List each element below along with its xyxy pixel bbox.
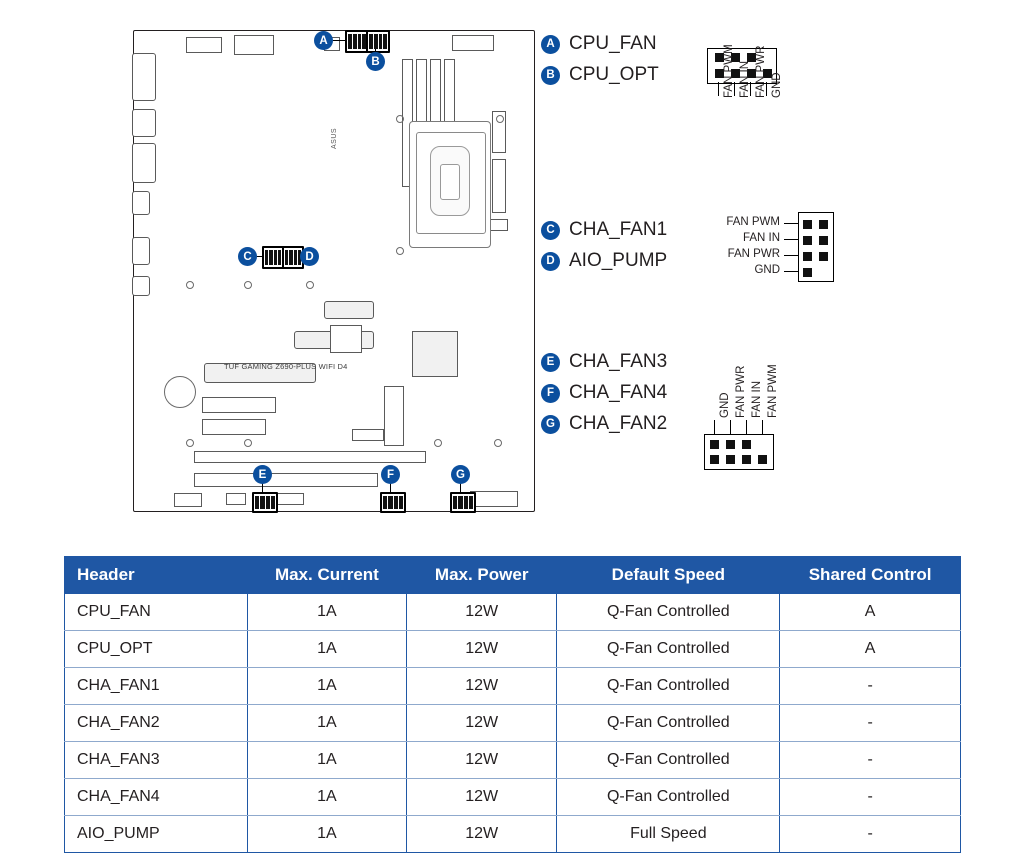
- legend-group-cha-fans: [541, 351, 667, 444]
- col-header-default-speed: Default Speed: [557, 557, 780, 594]
- legend-item-aio-pump: [541, 250, 667, 272]
- leader-line-g: [460, 483, 461, 493]
- cell-max-current: 1A: [247, 668, 406, 705]
- cmos-battery: [164, 376, 196, 408]
- legend-bubble-c: C: [541, 221, 560, 240]
- mount-hole-1: [396, 115, 404, 123]
- pinout-cha-fan1-col-left: [803, 220, 812, 277]
- internal-header-1: [202, 397, 276, 413]
- pin-label-cpu-fan-pwm: FAN PWM: [723, 44, 735, 98]
- pin-label-cha234-gnd: GND: [719, 392, 731, 418]
- pcie-slot-2: [194, 473, 378, 487]
- callout-bubble-c: C: [238, 247, 257, 266]
- table-row: [65, 668, 961, 705]
- rear-io-port-4: [132, 237, 150, 265]
- callout-bubble-g: G: [451, 465, 470, 484]
- sata-port-block: [384, 386, 404, 446]
- cell-default-speed: Q-Fan Controlled: [557, 631, 780, 668]
- cell-header: CHA_FAN3: [65, 742, 248, 779]
- cell-max-power: 12W: [406, 816, 557, 853]
- table-header-row: [65, 557, 961, 594]
- pinout-cha-fan1-connector: [798, 212, 834, 282]
- pin-label-cpu-fan-gnd: GND: [771, 72, 783, 98]
- legend-bubble-g: G: [541, 415, 560, 434]
- chipset-heatsink: [412, 331, 458, 377]
- rear-io-port-3: [132, 191, 150, 215]
- rear-io-port-1: [132, 109, 156, 137]
- mount-hole-6: [306, 281, 314, 289]
- right-edge-header-1: [492, 159, 506, 213]
- bottom-header-2: [274, 493, 304, 505]
- pinout-cha-fan1-col-right: [819, 220, 828, 261]
- leader-line-c: [256, 256, 263, 257]
- mount-hole-5: [244, 281, 252, 289]
- legend-item-cha-fan3: [541, 351, 667, 373]
- cell-max-power: 12W: [406, 742, 557, 779]
- m2-heatsink-1: [324, 301, 374, 319]
- legend-bubble-d: D: [541, 252, 560, 271]
- legend-item-cha-fan2: [541, 413, 667, 435]
- table-row: [65, 705, 961, 742]
- right-edge-header-2: [490, 219, 508, 231]
- callout-bubble-d: D: [300, 247, 319, 266]
- rear-io-port-5: [132, 276, 150, 296]
- pin-label-cha1-pwm: FAN PWM: [726, 216, 780, 228]
- cell-header: AIO_PUMP: [65, 816, 248, 853]
- table-row: [65, 816, 961, 853]
- cell-shared-control: A: [780, 594, 961, 631]
- rear-io-shield: [132, 53, 156, 101]
- mount-hole-7: [186, 439, 194, 447]
- cell-shared-control: -: [780, 816, 961, 853]
- cell-default-speed: Full Speed: [557, 816, 780, 853]
- legend-bubble-e: E: [541, 353, 560, 372]
- legend-item-cha-fan4: [541, 382, 667, 404]
- table-row: [65, 631, 961, 668]
- col-header-shared-control: Shared Control: [780, 557, 961, 594]
- cell-max-current: 1A: [247, 779, 406, 816]
- cell-header: CHA_FAN4: [65, 779, 248, 816]
- top-header-1: [186, 37, 222, 53]
- cell-max-power: 12W: [406, 631, 557, 668]
- mount-hole-10: [494, 439, 502, 447]
- cell-default-speed: Q-Fan Controlled: [557, 742, 780, 779]
- board-header-cha-fan4: [380, 492, 406, 513]
- cell-default-speed: Q-Fan Controlled: [557, 594, 780, 631]
- bottom-header-1: [226, 493, 246, 505]
- pcie-slot-1: [194, 451, 426, 463]
- cell-max-current: 1A: [247, 594, 406, 631]
- col-header-max-power: Max. Power: [406, 557, 557, 594]
- callout-bubble-f: F: [381, 465, 400, 484]
- cell-shared-control: -: [780, 742, 961, 779]
- legend-bubble-a: A: [541, 35, 560, 54]
- cell-max-current: 1A: [247, 742, 406, 779]
- callout-bubble-b: B: [366, 52, 385, 71]
- pinout-cha234-row-bottom: [710, 455, 767, 464]
- internal-header-2: [202, 419, 266, 435]
- legend-bubble-f: F: [541, 384, 560, 403]
- cell-max-current: 1A: [247, 816, 406, 853]
- leader-line-a: [333, 40, 345, 41]
- fan-header-spec-table: [64, 556, 961, 853]
- table-row: [65, 594, 961, 631]
- mount-hole-2: [496, 115, 504, 123]
- col-header-header: Header: [65, 557, 248, 594]
- mount-hole-8: [244, 439, 252, 447]
- pcie-slot-3: [352, 429, 384, 441]
- cell-default-speed: Q-Fan Controlled: [557, 705, 780, 742]
- cpu-die-pad: [440, 164, 460, 200]
- pinout-cha234-connector: [704, 434, 774, 470]
- cell-header: CHA_FAN1: [65, 668, 248, 705]
- mount-hole-9: [434, 439, 442, 447]
- cell-default-speed: Q-Fan Controlled: [557, 779, 780, 816]
- pin-label-cpu-fan-in: FAN IN: [739, 60, 751, 98]
- cpu-socket: [409, 121, 491, 248]
- pin-label-cha234-in: FAN IN: [751, 380, 763, 418]
- legend-label-cha-fan1: CHA_FAN1: [569, 219, 668, 240]
- front-panel-audio-header: [174, 493, 202, 507]
- table-row: [65, 779, 961, 816]
- cell-shared-control: -: [780, 779, 961, 816]
- pin-label-cha1-gnd: GND: [754, 264, 780, 276]
- board-model-label: TUF GAMING Z690-PLUS WIFI D4: [224, 362, 348, 371]
- pin-label-cha234-pwr: FAN PWR: [735, 365, 747, 418]
- pin-label-cha1-pwr: FAN PWR: [727, 248, 780, 260]
- cell-default-speed: Q-Fan Controlled: [557, 668, 780, 705]
- board-header-cha-fan2: [450, 492, 476, 513]
- callout-bubble-e: E: [253, 465, 272, 484]
- legend-group-cha1-aio: [541, 219, 667, 281]
- mount-hole-3: [396, 247, 404, 255]
- rear-io-port-2: [132, 143, 156, 183]
- atx-12v-connector: [234, 35, 274, 55]
- legend-item-cpu-fan: [541, 33, 659, 55]
- motherboard-outline: [133, 30, 535, 512]
- cell-max-power: 12W: [406, 705, 557, 742]
- pinout-cha234-row-top: [710, 440, 751, 449]
- pin-label-cpu-fan-pwr: FAN PWR: [755, 45, 767, 98]
- cell-max-power: 12W: [406, 668, 557, 705]
- cell-max-current: 1A: [247, 631, 406, 668]
- chipset-heatsink-notch: [330, 325, 362, 353]
- cell-max-current: 1A: [247, 705, 406, 742]
- board-header-cha-fan1: [262, 246, 284, 269]
- cell-shared-control: -: [780, 705, 961, 742]
- cell-shared-control: A: [780, 631, 961, 668]
- pin-label-cha1-in: FAN IN: [742, 232, 780, 244]
- leader-line-e: [262, 483, 263, 493]
- cell-max-power: 12W: [406, 594, 557, 631]
- cell-shared-control: -: [780, 668, 961, 705]
- top-header-3: [452, 35, 494, 51]
- legend-label-cpu-fan: CPU_FAN: [569, 33, 657, 54]
- cell-header: CPU_FAN: [65, 594, 248, 631]
- pin-label-cha234-pwm: FAN PWM: [767, 364, 779, 418]
- front-panel-header: [470, 491, 518, 507]
- legend-bubble-b: B: [541, 66, 560, 85]
- leader-line-f: [390, 483, 391, 493]
- table-row: [65, 742, 961, 779]
- legend-label-cha-fan2: CHA_FAN2: [569, 413, 668, 434]
- col-header-max-current: Max. Current: [247, 557, 406, 594]
- legend-label-cha-fan3: CHA_FAN3: [569, 351, 668, 372]
- legend-group-cpu: [541, 33, 659, 95]
- asus-logo-text: ASUS: [331, 127, 338, 149]
- legend-label-cha-fan4: CHA_FAN4: [569, 382, 668, 403]
- cell-max-power: 12W: [406, 779, 557, 816]
- legend-item-cpu-opt: [541, 64, 659, 86]
- legend-item-cha-fan1: [541, 219, 667, 241]
- cell-header: CPU_OPT: [65, 631, 248, 668]
- callout-bubble-a: A: [314, 31, 333, 50]
- mount-hole-4: [186, 281, 194, 289]
- legend-label-aio-pump: AIO_PUMP: [569, 250, 668, 271]
- legend-label-cpu-opt: CPU_OPT: [569, 64, 659, 85]
- spec-table: [64, 556, 961, 853]
- cell-header: CHA_FAN2: [65, 705, 248, 742]
- board-header-cpu-opt: [366, 30, 390, 53]
- board-header-cha-fan3: [252, 492, 278, 513]
